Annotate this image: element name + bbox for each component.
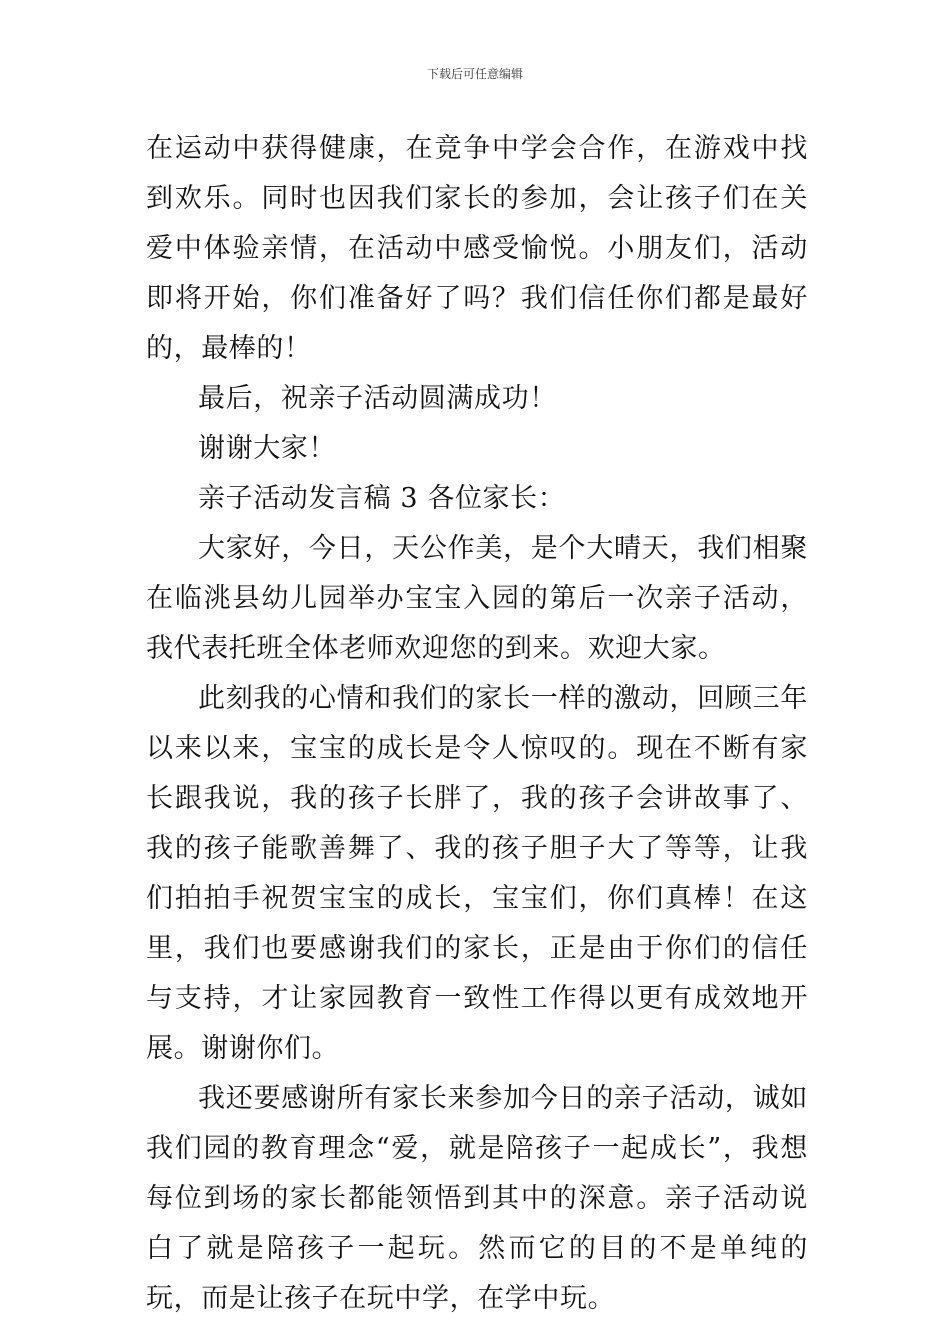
paragraph-growth: 此刻我的心情和我们的家长一样的激动，回顾三年以来以来，宝宝的成长是令人惊叹的。现在不断有家长跟我说，我的孩子长胖了，我的孩子会讲故事了、我的孩子能歌善舞了、我的孩子胆子大了等等，让我们拍拍手祝贺宝宝的成长，宝宝们，你们真棒！在这里，我们也要感谢我们的家长，正是由于你们的信任与支持，才让家园教育一致性工作得以更有成效地开展。谢谢你们。 — [146, 683, 808, 1064]
paragraph-welcome: 大家好，今日，天公作美，是个大晴天，我们相聚在临洮县幼儿园举办宝宝入园的第后一次亲子活动，我代表托班全体老师欢迎您的到来。欢迎大家。 — [146, 533, 808, 664]
paragraph-thanks: 谢谢大家！ — [198, 433, 336, 464]
document-body — [146, 124, 808, 1324]
page-header: 下载后可任意编辑 — [426, 67, 523, 81]
paragraph-philosophy: 我还要感谢所有家长来参加今日的亲子活动，诚如我们园的教育理念“爱，就是陪孩子一起成长”，我想每位到场的家长都能领悟到其中的深意。亲子活动说白了就是陪孩子一起玩。然而它的目的不是单纯的玩，而是让孩子在玩中学，在学中玩。 — [146, 1083, 808, 1314]
paragraph-continuation: 在运动中获得健康，在竞争中学会合作，在游戏中找到欢乐。同时也因我们家长的参加，会让孩子们在关爱中体验亲情，在活动中感受愉悦。小朋友们，活动即将开始，你们准备好了吗？我们信任你们都是最好的，最棒的！ — [146, 133, 808, 364]
speech-title-greeting: 亲子活动发言稿 3 各位家长： — [198, 483, 566, 514]
paragraph-closing-wish: 最后，祝亲子活动圆满成功！ — [198, 383, 557, 414]
